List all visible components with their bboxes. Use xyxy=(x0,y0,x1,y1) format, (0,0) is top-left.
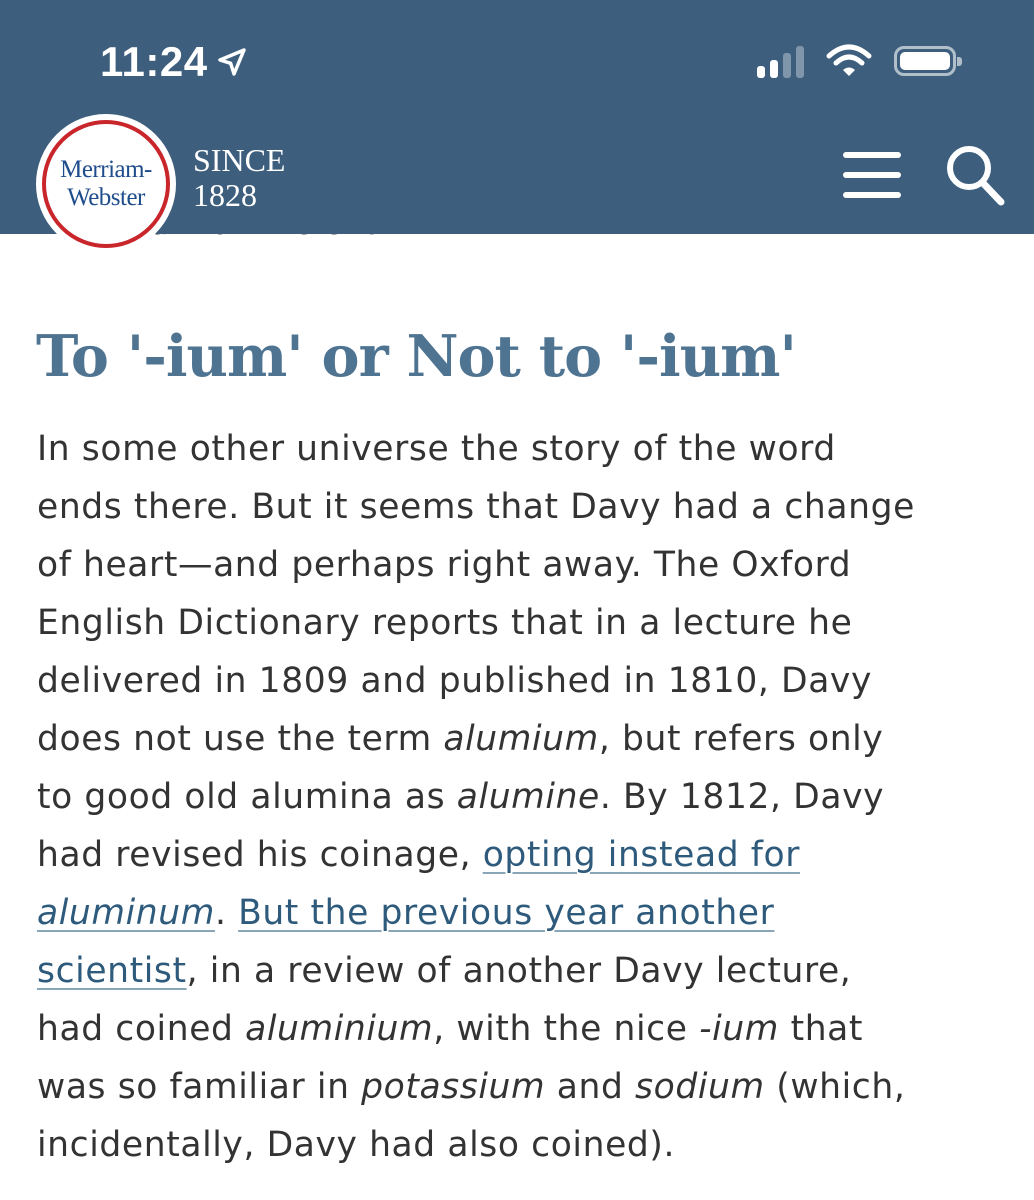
body-text: , in a review of another Davy lecture, xyxy=(186,951,852,991)
wifi-icon xyxy=(826,44,872,78)
logo-text-line1: Merriam- xyxy=(60,156,152,183)
section-heading: To '-ium' or Not to '-ium' xyxy=(36,323,796,390)
paragraph-line xyxy=(37,1000,1007,1058)
italic-term: alumine xyxy=(456,777,600,817)
paragraph-line xyxy=(37,942,1007,1000)
body-text: had revised his coinage, xyxy=(37,835,483,875)
paragraph-line xyxy=(37,710,1007,768)
body-text: that xyxy=(779,1009,864,1049)
body-text: , with the nice xyxy=(433,1009,700,1049)
body-text: . xyxy=(214,893,239,933)
paragraph-line xyxy=(37,536,1007,594)
status-indicators xyxy=(757,44,956,78)
cellular-signal-icon xyxy=(757,44,804,78)
paragraph-line xyxy=(37,1058,1007,1116)
paragraph-line xyxy=(37,652,1007,710)
body-text: English Dictionary reports that in a lecture he xyxy=(37,603,853,643)
body-text: , but refers only xyxy=(598,719,884,759)
body-text: (which, xyxy=(764,1067,906,1107)
status-time-text: 11:24 xyxy=(100,38,208,85)
body-text: was so familiar in xyxy=(37,1067,362,1107)
link-text: opting instead for xyxy=(482,835,800,875)
link-previous-year[interactable] xyxy=(37,951,187,991)
since-1828-tagline xyxy=(193,143,285,213)
link-opting-instead[interactable] xyxy=(483,835,800,875)
paragraph-line xyxy=(37,478,1007,536)
body-text: does not use the term xyxy=(37,719,444,759)
merriam-webster-logo[interactable] xyxy=(36,114,176,254)
italic-term: -ium xyxy=(699,1009,780,1049)
link-text: scientist xyxy=(37,951,187,991)
paragraph-line xyxy=(37,420,1007,478)
location-arrow-icon xyxy=(216,46,248,78)
body-text: and xyxy=(545,1067,636,1107)
paragraph-line xyxy=(37,884,1007,942)
paragraph-line xyxy=(37,594,1007,652)
search-icon[interactable] xyxy=(944,143,1006,207)
paragraph-line xyxy=(37,826,1007,884)
italic-term: alumium xyxy=(443,719,599,759)
link-text: aluminum xyxy=(37,893,215,933)
since-year: 1828 xyxy=(193,177,257,213)
italic-term: sodium xyxy=(635,1067,765,1107)
italic-term: aluminium xyxy=(245,1009,434,1049)
body-text: had coined xyxy=(37,1009,246,1049)
link-opting-instead[interactable] xyxy=(37,893,215,933)
battery-icon xyxy=(894,46,956,76)
body-text: incidentally, Davy had also coined). xyxy=(37,1125,676,1165)
paragraph-line xyxy=(37,768,1007,826)
link-previous-year[interactable] xyxy=(238,893,774,933)
body-text: . By 1812, Davy xyxy=(599,777,885,817)
body-text: to good old alumina as xyxy=(37,777,457,817)
link-text: But the previous year another xyxy=(238,893,775,933)
logo-text-line2: Webster xyxy=(67,184,145,211)
article-paragraph xyxy=(37,420,1007,1174)
body-text: In some other universe the story of the word xyxy=(37,429,836,469)
italic-term: potassium xyxy=(361,1067,546,1107)
hamburger-menu-icon[interactable] xyxy=(843,152,901,198)
since-label: SINCE xyxy=(193,142,286,178)
body-text: delivered in 1809 and published in 1810, Davy xyxy=(37,661,872,701)
body-text: ends there. But it seems that Davy had a change xyxy=(37,487,915,527)
paragraph-line xyxy=(37,1116,1007,1174)
body-text: of heart—and perhaps right away. The Oxford xyxy=(37,545,852,585)
status-time xyxy=(100,38,248,86)
